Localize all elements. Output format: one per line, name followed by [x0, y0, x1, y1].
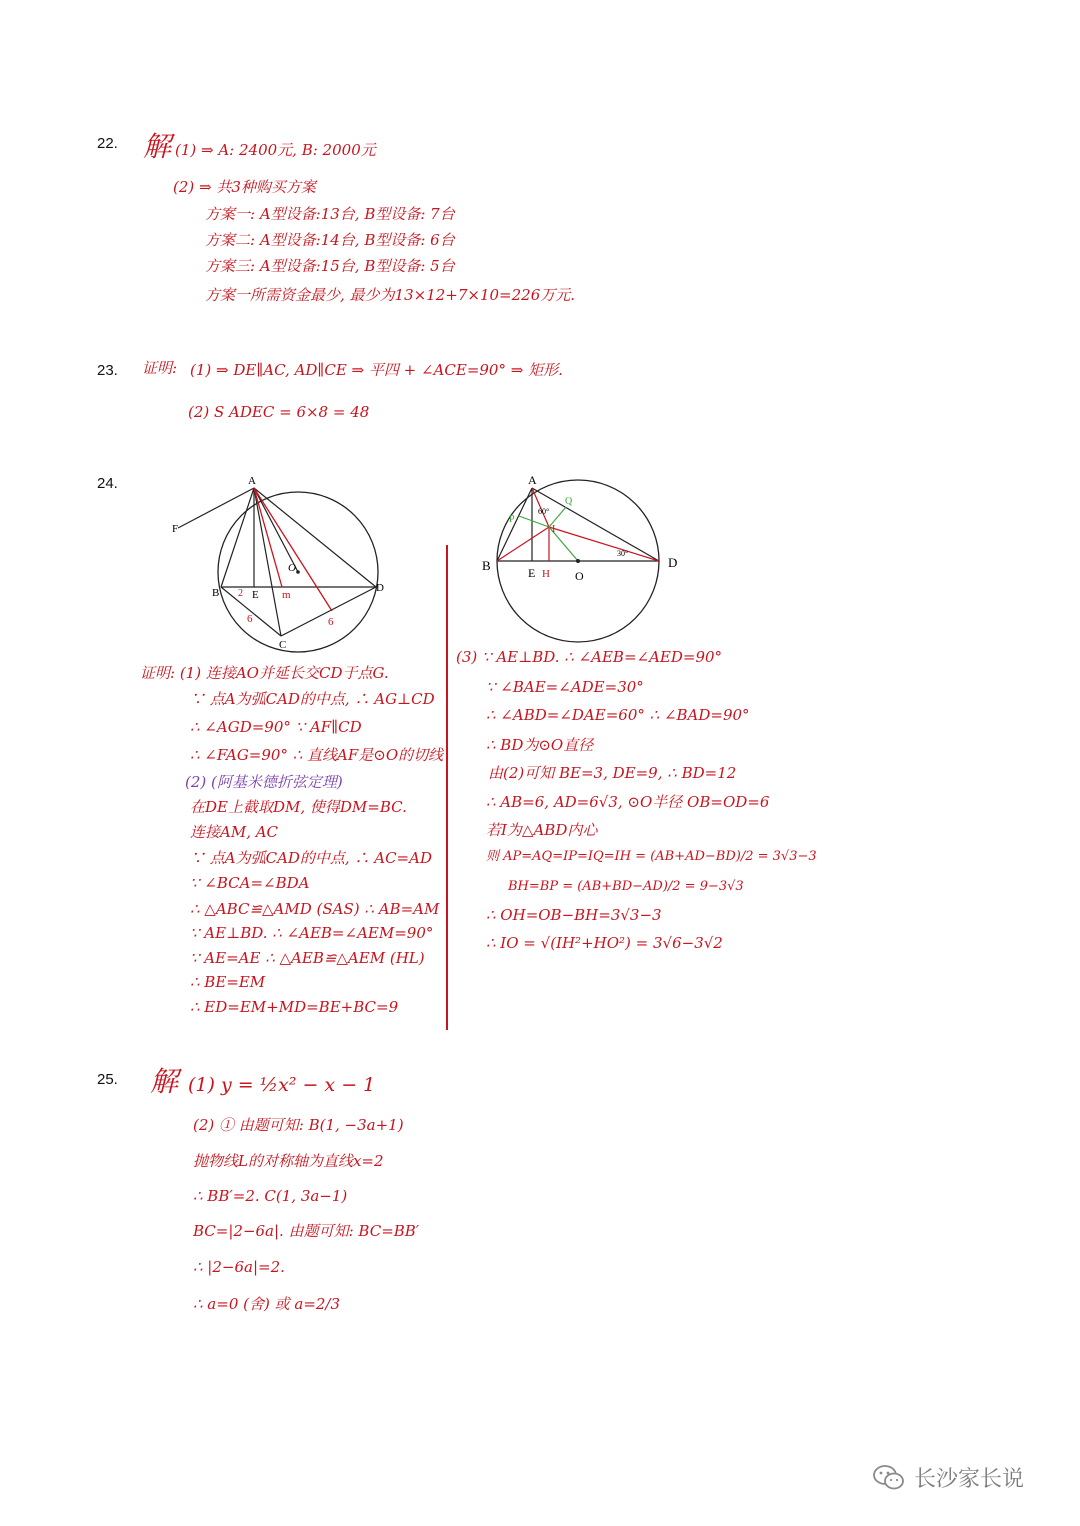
q22-part1: (1) ⇒ A: 2400元, B: 2000元: [175, 141, 376, 159]
q25-line: ∴ a=0 (舍) 或 a=2/3: [193, 1295, 341, 1313]
fig2-label: B: [482, 558, 491, 573]
q24-figure-left: [170, 470, 390, 655]
fig2-label: Q: [565, 496, 573, 507]
q24-left-line: ∴ ∠FAG=90° ∴ 直线AF是⊙O的切线: [190, 746, 444, 764]
q24-left-line: 证明: (1) 连接AO并延长交CD于点G.: [140, 664, 389, 682]
fig1-ao-line: [254, 488, 298, 572]
q24-left-line: ∵ 点A为弧CAD的中点, ∴ AC=AD: [190, 849, 432, 867]
q24-right-line: ∴ BD为⊙O直径: [486, 736, 594, 754]
fig1-cd: [281, 587, 376, 636]
fig1-label: 2: [238, 588, 243, 599]
q24-left-line: ∵ AE=AE ∴ △AEB≌△AEM (HL): [190, 949, 425, 967]
q25-line: (1) y = ½x² − x − 1: [188, 1074, 376, 1096]
q25-line: ∴ |2−6a|=2.: [193, 1258, 285, 1276]
q22-conclusion: 方案一所需资金最少, 最少为13×12+7×10=226万元.: [205, 286, 576, 304]
q22-plan1: 方案一: A型设备:13台, B型设备: 7台: [205, 205, 455, 223]
fig2-di: [549, 527, 659, 561]
q24-divider: [446, 545, 448, 1030]
watermark: [872, 1462, 1024, 1493]
fig1-label: F: [172, 523, 179, 535]
q24-right-line: ∴ AB=6, AD=6√3, ⊙O半径 OB=OD=6: [486, 793, 770, 811]
fig2-label: H: [542, 568, 550, 580]
q22-part2: (2) ⇒ 共3种购买方案: [173, 178, 316, 196]
q25-line: BC=|2−6a|. 由题可知: BC=BB′: [193, 1222, 420, 1240]
q24-left-line: ∵ 点A为弧CAD的中点, ∴ AG⊥CD: [190, 690, 435, 708]
fig2-label: D: [668, 555, 678, 570]
fig1-center-dot: [296, 570, 300, 574]
fig1-label: D: [376, 582, 384, 594]
fig2-label: E: [528, 566, 536, 580]
q22-number: 22.: [97, 135, 118, 152]
q24-left-line: ∴ △ABC≌△AMD (SAS) ∴ AB=AM: [190, 900, 440, 918]
q24-right-line: 若I为△ABD内心: [486, 821, 598, 839]
q25-line: 抛物线L的对称轴为直线x=2: [193, 1152, 384, 1170]
q22-jie: 解: [143, 130, 172, 163]
fig1-bc: [221, 587, 281, 636]
q25-number: 25.: [97, 1071, 118, 1088]
fig1-label: A: [248, 475, 256, 487]
q25-line: (2) ① 由题可知: B(1, −3a+1): [193, 1116, 404, 1134]
q24-right-line: 则 AP=AQ=IP=IQ=IH = (AB+AD−BD)/2 = 3√3−3: [486, 849, 817, 864]
fig1-label: E: [252, 589, 259, 601]
fig1-label: 6: [328, 616, 334, 628]
fig2-center-dot: [576, 559, 580, 563]
q24-right-line: ∵ ∠BAE=∠ADE=30°: [486, 678, 644, 696]
q24-right-line: ∴ ∠ABD=∠DAE=60° ∴ ∠BAD=90°: [486, 706, 750, 724]
q24-right-line: ∴ IO = √(IH²+HO²) = 3√6−3√2: [486, 934, 723, 952]
fig2-label: P: [509, 514, 515, 525]
q23-part2: (2) S ADEC = 6×8 = 48: [188, 403, 370, 421]
q24-left-line: ∵ ∠BCA=∠BDA: [190, 874, 310, 892]
q24-right-line: ∴ OH=OB−BH=3√3−3: [486, 906, 662, 924]
fig1-label: C: [279, 639, 287, 651]
fig2-label: A: [528, 473, 537, 487]
fig1-ad: [254, 488, 376, 587]
q22-plan3: 方案三: A型设备:15台, B型设备: 5台: [205, 257, 455, 275]
q23-number: 23.: [97, 362, 118, 379]
fig1-label: 6: [247, 613, 253, 625]
fig2-label: O: [575, 569, 584, 583]
q23-lead: 证明:: [142, 359, 178, 377]
q24-left-line: 在DE上截取DM, 使得DM=BC.: [190, 798, 407, 816]
wechat-icon: [872, 1464, 906, 1492]
q25-line: ∴ BB′=2. C(1, 3a−1): [193, 1187, 348, 1205]
q24-right-line: BH=BP = (AB+BD−AD)/2 = 9−3√3: [508, 879, 744, 894]
fig2-label: I: [552, 524, 556, 535]
watermark-text: 长沙家长说: [914, 1467, 1025, 1492]
fig2-label: 60°: [538, 507, 550, 516]
fig1-am-red: [254, 488, 282, 587]
fig1-label: O: [288, 562, 296, 574]
q23-part1: (1) ⇒ DE∥AC, AD∥CE ⇒ 平四 + ∠ACE=90° ⇒ 矩形.: [190, 361, 563, 379]
q24-right-line: 由(2)可知 BE=3, DE=9, ∴ BD=12: [488, 764, 737, 782]
q24-left-line: ∴ BE=EM: [190, 973, 266, 991]
fig1-label: m: [282, 589, 291, 601]
q22-plan2: 方案二: A型设备:14台, B型设备: 6台: [205, 231, 455, 249]
q24-right-line: (3) ∵ AE⊥BD. ∴ ∠AEB=∠AED=90°: [456, 648, 723, 666]
q24-left-line: (2) (阿基米德折弦定理): [185, 773, 343, 791]
q25-jie: 解: [150, 1065, 179, 1098]
fig2-label: 30°: [617, 549, 629, 558]
q24-left-line: ∴ ED=EM+MD=BE+BC=9: [190, 998, 399, 1016]
fig1-label: B: [212, 587, 220, 599]
q24-left-line: ∴ ∠AGD=90° ∵ AF∥CD: [190, 718, 362, 736]
q24-number: 24.: [97, 475, 118, 492]
q24-figure-right: [475, 470, 690, 650]
q24-left-line: 连接AM, AC: [190, 823, 279, 841]
q24-left-line: ∵ AE⊥BD. ∴ ∠AEB=∠AEM=90°: [190, 924, 434, 942]
